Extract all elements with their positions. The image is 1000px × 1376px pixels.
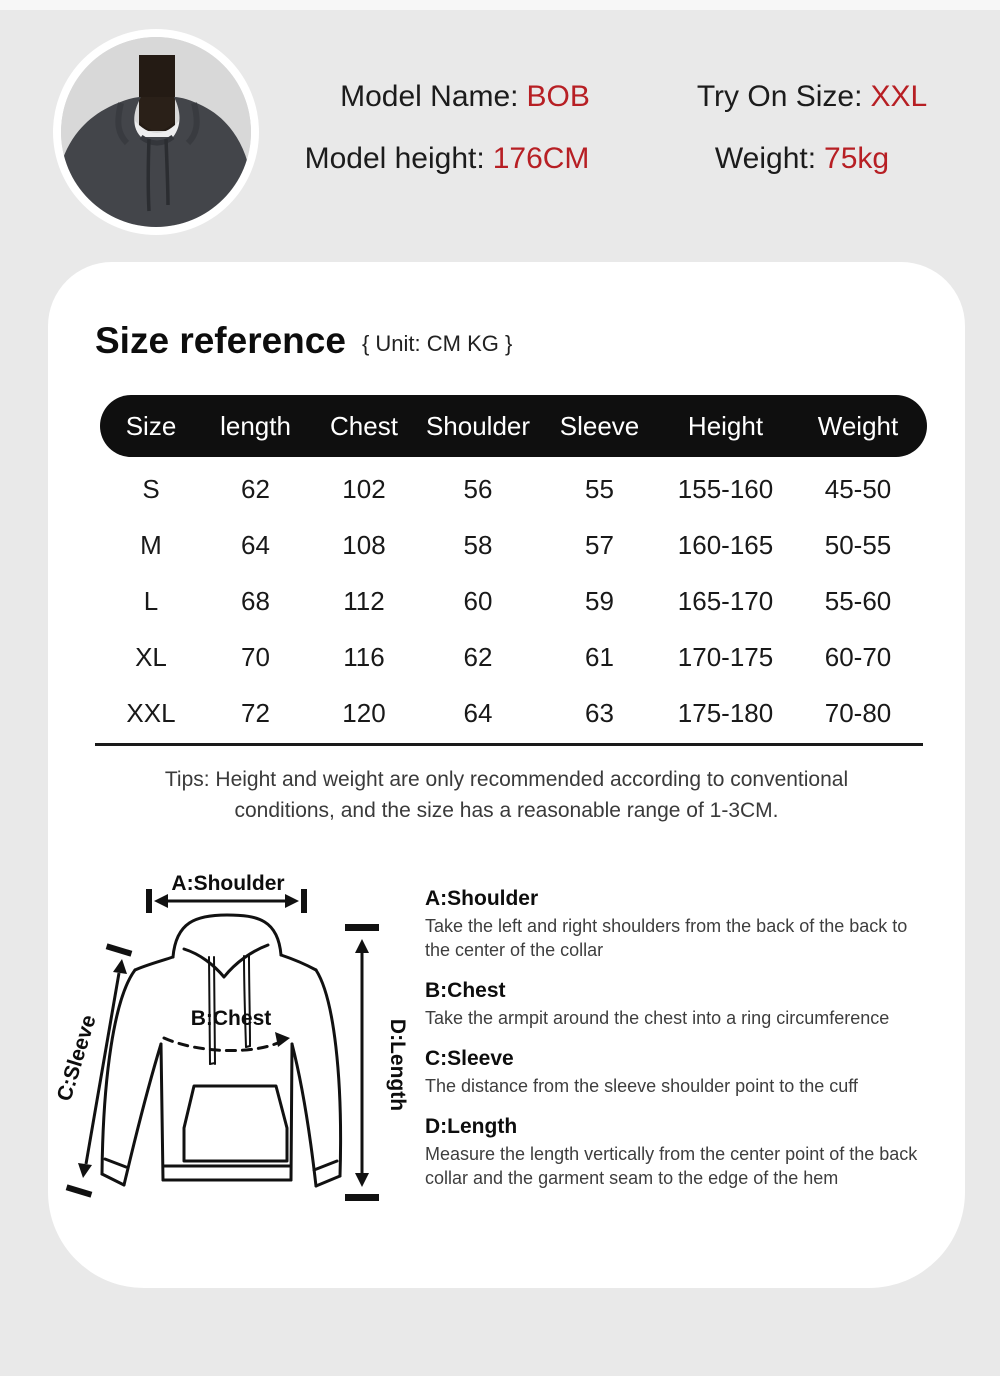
- size-reference-title: [95, 320, 512, 362]
- table-cell: XL: [135, 641, 167, 672]
- measure-item-title: B:Chest: [425, 979, 506, 1002]
- table-cell: M: [140, 529, 162, 560]
- measure-item-desc: Take the left and right shoulders from the back of the back to the center of the collar: [425, 916, 908, 960]
- table-cell: 112: [343, 585, 385, 616]
- table-cell: 61: [585, 641, 614, 672]
- table-column-header: Size: [125, 410, 177, 441]
- table-cell: 160-165: [677, 529, 774, 560]
- table-row: [100, 573, 927, 629]
- chest-measure-dashed-arrow: [164, 1038, 280, 1051]
- table-bottom-rule: [95, 743, 923, 746]
- table-cell: 170-175: [677, 641, 774, 672]
- table-cell: S: [142, 473, 160, 504]
- table-cell: 58: [463, 529, 493, 560]
- table-cell: 60-70: [824, 641, 892, 672]
- table-cell: 64: [463, 697, 493, 728]
- table-cell: 70-80: [824, 697, 892, 728]
- table-column-header: Height: [687, 410, 764, 441]
- model-weight-value: 75kg: [824, 142, 890, 175]
- table-cell: 64: [241, 529, 270, 560]
- table-row: [100, 629, 927, 685]
- model-weight-line: [715, 142, 889, 176]
- table-row: [100, 517, 927, 573]
- measure-item: [425, 978, 933, 1030]
- measure-item: [425, 1046, 933, 1098]
- length-measure-arrow: [345, 924, 379, 1201]
- table-cell: 102: [342, 473, 386, 504]
- table-cell: 55: [585, 473, 614, 504]
- unit-note: { Unit: CM KG }: [361, 331, 513, 356]
- measure-guide: [425, 886, 933, 1206]
- table-cell: L: [143, 585, 159, 616]
- model-name-label: Model Name:: [340, 80, 519, 113]
- table-column-header: Shoulder: [425, 410, 531, 441]
- title-text: Size reference: [95, 320, 346, 361]
- top-strip: [0, 0, 1000, 10]
- model-name-line: [340, 80, 590, 114]
- table-cell: 108: [342, 529, 386, 560]
- measure-item-title: D:Length: [425, 1115, 518, 1138]
- table-row: [100, 685, 927, 741]
- table-cell: 165-170: [677, 585, 774, 616]
- measure-item-desc: The distance from the sleeve shoulder point to the cuff: [425, 1076, 858, 1096]
- model-name-value: BOB: [526, 80, 590, 113]
- table-cell: 175-180: [677, 697, 774, 728]
- measure-item: [425, 1114, 933, 1190]
- table-cell: 68: [241, 585, 270, 616]
- diagram-chest-label: B:Chest: [190, 1007, 272, 1030]
- table-cell: 60: [463, 585, 493, 616]
- model-height-label: Model height:: [304, 142, 485, 175]
- table-cell: 45-50: [824, 473, 892, 504]
- diagram-sleeve-label: C:Sleeve: [52, 1012, 101, 1104]
- table-cell: 63: [585, 697, 614, 728]
- table-cell: 50-55: [824, 529, 892, 560]
- table-cell: 56: [463, 473, 493, 504]
- table-cell: 62: [463, 641, 493, 672]
- table-cell: 62: [241, 473, 270, 504]
- table-cell: 155-160: [677, 473, 774, 504]
- table-cell: 59: [585, 585, 614, 616]
- table-column-header: length: [220, 410, 291, 441]
- measure-item-title: C:Sleeve: [425, 1047, 514, 1070]
- model-photo: [61, 37, 251, 227]
- size-reference-card: [48, 262, 965, 1288]
- tips-text: Tips: Height and weight are only recommended according to conventional conditions, and the size has a reasonable range of 1-3CM.: [164, 768, 849, 822]
- table-cell: 116: [343, 641, 385, 672]
- try-on-size-label: Try On Size:: [696, 80, 863, 113]
- table-cell: 55-60: [824, 585, 892, 616]
- table-cell: 120: [342, 697, 386, 728]
- hoodie-measure-diagram: [50, 858, 422, 1230]
- measure-item-title: A:Shoulder: [425, 887, 539, 910]
- size-table-header: [100, 395, 927, 457]
- table-column-header: Chest: [330, 410, 398, 441]
- size-table-body: [100, 461, 927, 741]
- diagram-length-label: D:Length: [386, 1018, 409, 1112]
- try-on-size-line: [697, 80, 927, 114]
- diagram-shoulder-label: A:Shoulder: [171, 872, 285, 895]
- table-row: [100, 461, 927, 517]
- measure-item-desc: Take the armpit around the chest into a ring circumference: [425, 1008, 890, 1028]
- measure-item-desc: Measure the length vertically from the center point of the back collar and the garment seam to the edge of the hem: [425, 1144, 918, 1188]
- table-cell: 72: [241, 697, 270, 728]
- table-cell: 70: [241, 641, 270, 672]
- model-hoodie-photo-illustration: [61, 37, 251, 227]
- table-cell: 57: [585, 529, 614, 560]
- table-cell: XXL: [126, 697, 176, 728]
- table-column-header: Weight: [817, 410, 899, 441]
- try-on-size-value: XXL: [870, 80, 928, 113]
- table-column-header: Sleeve: [559, 410, 640, 441]
- model-weight-label: Weight:: [714, 142, 817, 175]
- model-photo-frame: [53, 29, 259, 235]
- measure-item: [425, 886, 933, 962]
- model-height-line: [305, 142, 590, 176]
- model-height-value: 176CM: [492, 142, 590, 175]
